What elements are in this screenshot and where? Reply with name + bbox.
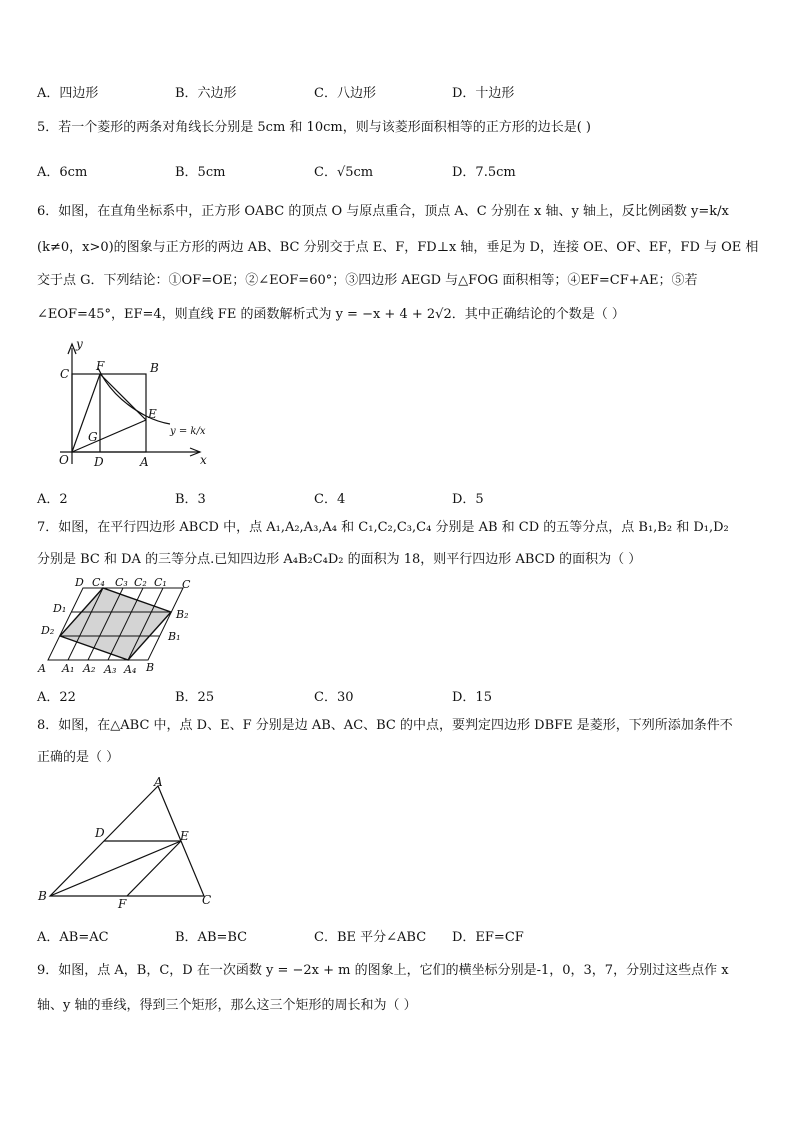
q7-label-a: A	[38, 662, 46, 675]
q6-curve	[98, 368, 170, 424]
q8-label-f: F	[118, 897, 127, 911]
q6-line-oe	[72, 420, 146, 452]
q5-option-c: C．√5cm	[314, 165, 374, 180]
q7-shaded-quadrilateral	[60, 588, 171, 660]
q5-option-b: B．5cm	[175, 165, 226, 180]
q7-label-a3: A₃	[104, 663, 117, 676]
q9-line-2: 轴、y 轴的垂线，得到三个矩形，那么这三个矩形的周长和为（ ）	[37, 998, 417, 1013]
q7-label-c1: C₁	[154, 576, 167, 589]
q8-label-c: C	[202, 893, 212, 907]
q7-label-c3: C₃	[115, 576, 128, 589]
q6-option-c: C．4	[314, 492, 346, 507]
q8-option-a: A．AB=AC	[37, 930, 109, 945]
q4-option-a: A．四边形	[37, 86, 99, 101]
q6-line-4: ∠EOF=45°，EF=4，则直线 FE 的函数解析式为 y = −x + 4 + 2√2．其中正确结论的个数是（ ）	[37, 307, 625, 322]
q6-label-d: D	[94, 455, 104, 469]
q8-segment-ef	[127, 841, 181, 896]
q6-line-ef	[100, 374, 146, 420]
q7-figure	[36, 576, 206, 680]
q4-options	[37, 82, 757, 100]
q6-option-d: D．5	[452, 492, 484, 507]
q7-label-d: D	[75, 576, 84, 589]
q7-option-b: B．25	[175, 690, 215, 705]
q8-label-a: A	[154, 775, 163, 789]
q7-label-b1: B₁	[168, 630, 181, 643]
q8-line-1: 8．如图，在△ABC 中，点 D、E、F 分别是边 AB、AC、BC 的中点，要判定四边形 DBFE 是菱形，下列所添加条件不	[37, 718, 733, 733]
q8-segment-be	[50, 841, 181, 896]
q7-line-1: 7．如图，在平行四边形 ABCD 中，点 A₁,A₂,A₃,A₄ 和 C₁,C₂,C₃,C₄ 分别是 AB 和 CD 的五等分点，点 B₁,B₂ 和 D₁,D₂	[37, 520, 729, 535]
q6-figure	[40, 336, 220, 471]
q6-label-g: G	[88, 430, 98, 444]
q6-label-b: B	[150, 361, 159, 375]
q7-label-a2: A₂	[83, 662, 96, 675]
q5-stem: 5．若一个菱形的两条对角线长分别是 5cm 和 10cm，则与该菱形面积相等的正方形的边长是( )	[37, 120, 591, 135]
q7-label-a1: A₁	[62, 662, 75, 675]
q8-line-2: 正确的是（ ）	[37, 750, 120, 765]
q7-label-d1: D₁	[53, 602, 67, 615]
q7-label-d2: D₂	[41, 624, 55, 637]
q4-option-b: B．六边形	[175, 86, 237, 101]
q6-line-1: 6．如图，在直角坐标系中，正方形 OABC 的顶点 O 与原点重合，顶点 A、C 分别在 x 轴、y 轴上，反比例函数 y=k/x	[37, 204, 729, 219]
q7-options	[37, 686, 757, 704]
q7-line-2: 分别是 BC 和 DA 的三等分点.已知四边形 A₄B₂C₄D₂ 的面积为 18，则平行四边形 ABCD 的面积为（ ）	[37, 552, 642, 567]
q5-option-a: A．6cm	[37, 165, 88, 180]
q6-line-2: (k≠0，x>0)的图象与正方形的两边 AB、BC 分别交于点 E、F，FD⊥x 轴，垂足为 D，连接 OE、OF、EF，FD 与 OE 相	[37, 240, 759, 255]
q6-label-f: F	[96, 359, 105, 373]
q7-option-a: A．22	[37, 690, 76, 705]
q8-option-c: C．BE 平分∠ABC	[314, 930, 427, 945]
q6-label-e: E	[148, 407, 157, 421]
q5-option-d: D．7.5cm	[452, 165, 516, 180]
q8-label-d: D	[95, 826, 105, 840]
q4-option-c: C．八边形	[314, 86, 376, 101]
q4-option-d: D．十边形	[452, 86, 515, 101]
q6-option-b: B．3	[175, 492, 206, 507]
q8-option-d: D．EF=CF	[452, 930, 524, 945]
q7-label-c4: C₄	[92, 576, 105, 589]
q6-label-y: y	[76, 337, 83, 351]
q6-label-o: O	[59, 453, 69, 467]
q7-label-a4: A₄	[124, 663, 137, 676]
q9-line-1: 9．如图，点 A，B，C，D 在一次函数 y = −2x + m 的图象上，它们的横坐标分别是-1，0，3，7，分别过这些点作 x	[37, 963, 729, 978]
q7-option-d: D．15	[452, 690, 492, 705]
q6-curve-label: y = k/x	[170, 426, 206, 437]
q6-line-3: 交于点 G．下列结论：①OF=OE；②∠EOF=60°；③四边形 AEGD 与△FOG 面积相等；④EF=CF+AE；⑤若	[37, 273, 698, 288]
q7-label-c: C	[182, 578, 191, 591]
q5-options	[37, 161, 757, 179]
q8-label-e: E	[180, 829, 189, 843]
q7-option-c: C．30	[314, 690, 354, 705]
q8-figure	[34, 774, 224, 914]
q6-label-c: C	[60, 367, 70, 381]
q7-label-c2: C₂	[134, 576, 147, 589]
q7-label-b: B	[146, 661, 155, 674]
q6-label-x: x	[200, 453, 207, 467]
q7-label-b2: B₂	[176, 608, 189, 621]
q6-options	[37, 488, 757, 506]
q6-option-a: A．2	[37, 492, 68, 507]
q8-label-b: B	[38, 889, 47, 903]
q8-option-b: B．AB=BC	[175, 930, 248, 945]
q8-options	[37, 926, 757, 944]
q6-label-a: A	[140, 455, 149, 469]
